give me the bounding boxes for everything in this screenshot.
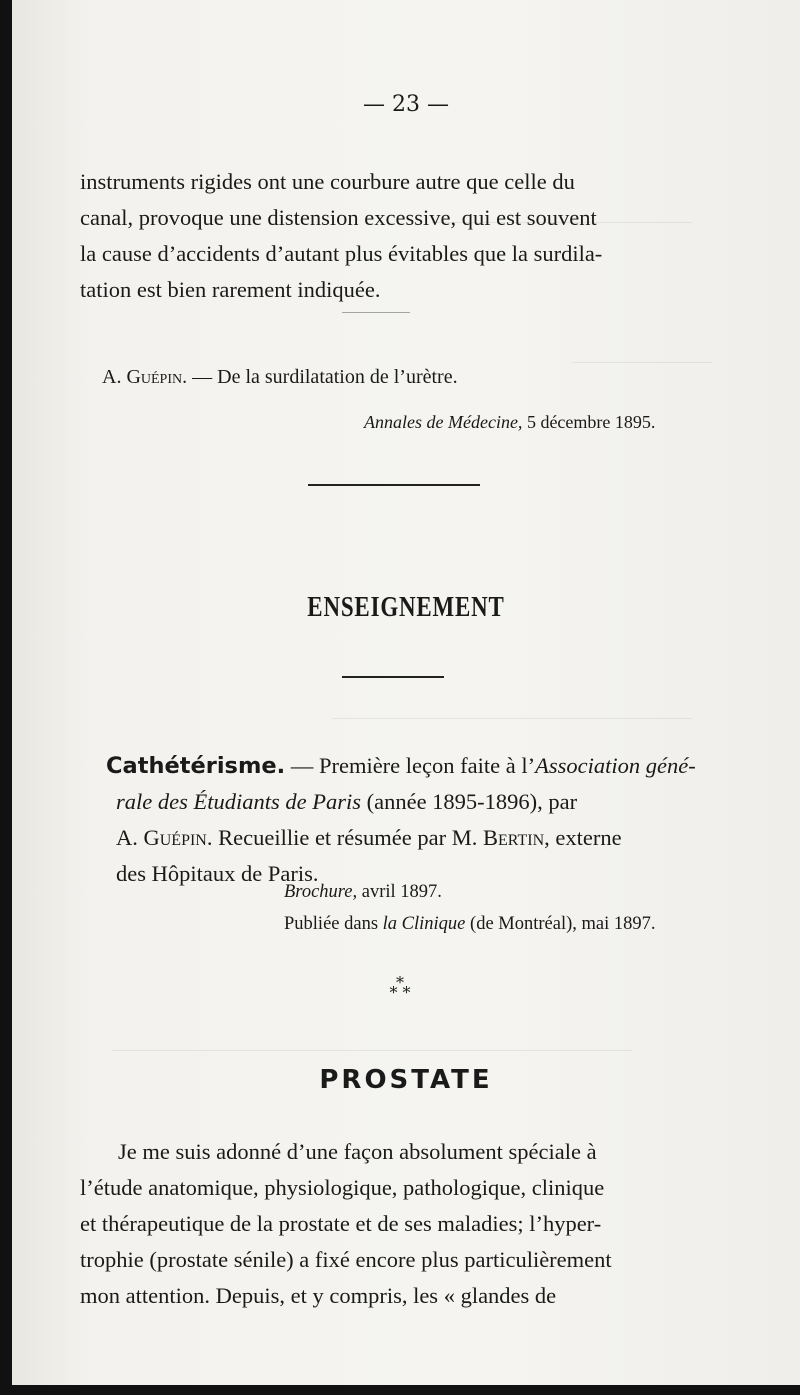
section-divider [308,484,480,486]
author-initial: A. [102,366,127,388]
prostate-paragraph [80,1134,730,1314]
asterism: * * * [389,973,411,1002]
brochure-line: Brochure, avril 1897. [284,882,442,902]
show-through [112,1050,632,1061]
text-line: tation est bien rarement indiquée. [80,277,381,302]
text-line: instruments rigides ont une courbure autre que celle du [80,169,575,194]
text-line: Cathétérisme. — Première leçon faite à l’Association géné- [106,753,696,779]
text-line: canal, provoque une distension excessive, qui est souvent [80,205,597,230]
text-line: des Hôpitaux de Paris. [116,861,319,886]
text-line: et thérapeutique de la prostate et de ses maladies; l’hyper- [80,1211,602,1236]
section-heading-enseignement: ENSEIGNEMENT [307,592,505,623]
reference-title: . — De la surdilatation de l’urètre. [182,366,458,388]
section-heading-prostate: PROSTATE [319,1065,493,1095]
intro-paragraph [80,164,730,308]
show-through [572,362,712,373]
entry-title: Cathétérisme. [106,753,286,779]
reference-citation [102,366,458,389]
author-name: Guépin [126,366,183,388]
text-line: A. Guépin. Recueillie et résumée par M. Bertin, externe [116,825,622,850]
text-line: rale des Étudiants de Paris (année 1895-1896), par [116,789,578,814]
enseignement-entry [106,748,728,892]
short-divider [342,312,410,313]
reference-source [364,412,655,433]
text-line: la cause d’accidents d’autant plus évitables que la surdila- [80,241,603,266]
journal-date: 5 décembre 1895. [522,412,656,432]
section-divider [342,676,444,678]
text-line: trophie (prostate sénile) a fixé encore plus particulièrement [80,1247,612,1272]
text-line: Je me suis adonné d’une façon absolument spéciale à [118,1139,597,1164]
document-page [12,0,800,1385]
publication-line: Publiée dans la Clinique (de Montréal), mai 1897. [284,914,656,934]
show-through [332,718,692,729]
journal-name: Annales de Médecine, [364,412,523,432]
text-line: mon attention. Depuis, et y compris, les « glandes de [80,1283,557,1308]
text-line: l’étude anatomique, physiologique, pathologique, clinique [80,1175,605,1200]
page-number: — 23 — [363,92,449,117]
